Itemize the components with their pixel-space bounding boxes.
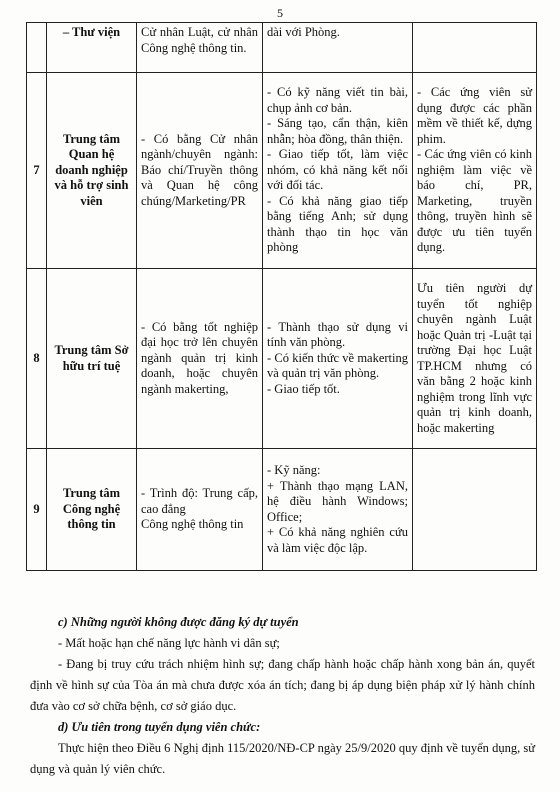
requirement-cell-line: - Có bằng Cử nhân ngành/chuyên ngành: Báo chí/Truyền thông và Quan hệ công chúng/Marketing/PR: [141, 131, 258, 208]
row-index: 8: [27, 269, 47, 449]
requirement-cell: [137, 23, 263, 73]
requirement-cell-line: - Có bằng tốt nghiệp đại học trở lên chuyên ngành quản trị kinh doanh, hoặc chuyên ngành makerting,: [141, 319, 258, 396]
page-number: 5: [277, 6, 283, 20]
skills-cell-line: - Giao tiếp tốt.: [267, 381, 340, 396]
skills-cell: [263, 449, 413, 571]
priority-cell-line: - Các ứng viên sử dụng được các phần mềm về thiết kế, dựng phim.: [417, 85, 532, 146]
row-index: [27, 23, 47, 73]
requirement-cell-line: Công nghệ thông tin: [141, 517, 244, 532]
section-d-heading: d) Ưu tiên trong tuyển dụng viên chức:: [58, 720, 261, 734]
skills-cell-line: - Có khả năng giao tiếp bằng tiếng Anh; sử dụng thành thạo tin học văn phòng: [267, 193, 408, 255]
priority-cell-line: - Các ứng viên có kinh nghiệm làm việc về báo chí, PR, Marketing, truyền thông, truyền hình sẽ được ưu tiên tuyển dụng.: [417, 147, 532, 255]
priority-cell: [413, 73, 537, 269]
section-d-text: Thực hiện theo Điều 6 Nghị định 115/2020/NĐ-CP ngày 25/9/2020 quy định về tuyển dụng, sử dụng và quản lý viên chức.: [30, 741, 535, 776]
skills-cell-line: - Sáng tạo, cẩn thận, kiên nhẫn; hòa đồng, thân thiện.: [267, 116, 408, 146]
requirement-cell-line: - Trình độ: Trung cấp, cao đẳng: [141, 486, 258, 516]
priority-cell: [413, 449, 537, 571]
unit-name: – Thư viện: [47, 23, 137, 73]
section-c-heading: c) Những người không được đăng ký dự tuyển: [58, 615, 299, 629]
section-c-item: - Mất hoặc hạn chế năng lực hành vi dân sự;: [58, 636, 280, 650]
table-row: [27, 269, 537, 449]
skills-cell-line: + Thành thạo mạng LAN, hệ điều hành Windows; Office;: [267, 478, 408, 524]
unit-name: Trung tâm Quan hệ doanh nghiệp và hỗ trợ sinh viên: [47, 73, 137, 269]
table-row: [27, 23, 537, 73]
priority-cell: [413, 23, 537, 73]
skills-cell: [263, 269, 413, 449]
priority-cell-line: Ưu tiên người dự tuyển tốt nghiệp chuyên ngành Luật hoặc Quản trị -Luật tại trường Đại học Luật TP.HCM nhưng có văn bằng 2 hoặc kinh nghiệm trong lĩnh vực quản trị kinh doanh, hoặc makerting: [417, 281, 532, 435]
row-index: 9: [27, 449, 47, 571]
requirement-cell: [137, 449, 263, 571]
requirement-cell-line: Cử nhân Luật, cử nhân Công nghệ thông tin.: [141, 25, 258, 55]
unit-name: Trung tâm Sở hữu trí tuệ: [47, 269, 137, 449]
table-row: [27, 449, 537, 571]
recruitment-table: [26, 22, 537, 571]
requirement-cell: [137, 73, 263, 269]
unit-name: Trung tâm Công nghệ thông tin: [47, 449, 137, 571]
row-index: 7: [27, 73, 47, 269]
skills-cell-line: - Có kỹ năng viết tin bài, chụp ảnh cơ bản.: [267, 85, 408, 115]
body-text: [30, 612, 535, 780]
skills-cell-line: - Có kiến thức về makerting và quản trị văn phòng.: [267, 350, 408, 381]
table-row: [27, 73, 537, 269]
priority-cell: [413, 269, 537, 449]
skills-cell-line: dài với Phòng.: [267, 25, 340, 39]
skills-cell: [263, 23, 413, 73]
section-c-item: - Đang bị truy cứu trách nhiệm hình sự; đang chấp hành hoặc chấp hành xong bản án, quyết định về hình sự của Tòa án mà chưa được xóa án tích; đang bị áp dụng biện pháp xử lý hành chính đưa vào cơ sở chữa bệnh, cơ sở giáo dục.: [30, 657, 535, 713]
requirement-cell: [137, 269, 263, 449]
skills-cell-line: + Có khả năng nghiên cứu và làm việc độc lập.: [267, 525, 408, 555]
skills-cell-line: - Thành thạo sử dụng vi tính văn phòng.: [267, 319, 408, 350]
skills-cell-line: - Kỹ năng:: [267, 463, 321, 477]
skills-cell-line: - Giao tiếp tốt, làm việc nhóm, có khả năng kết nối với đối tác.: [267, 147, 408, 193]
skills-cell: [263, 73, 413, 269]
